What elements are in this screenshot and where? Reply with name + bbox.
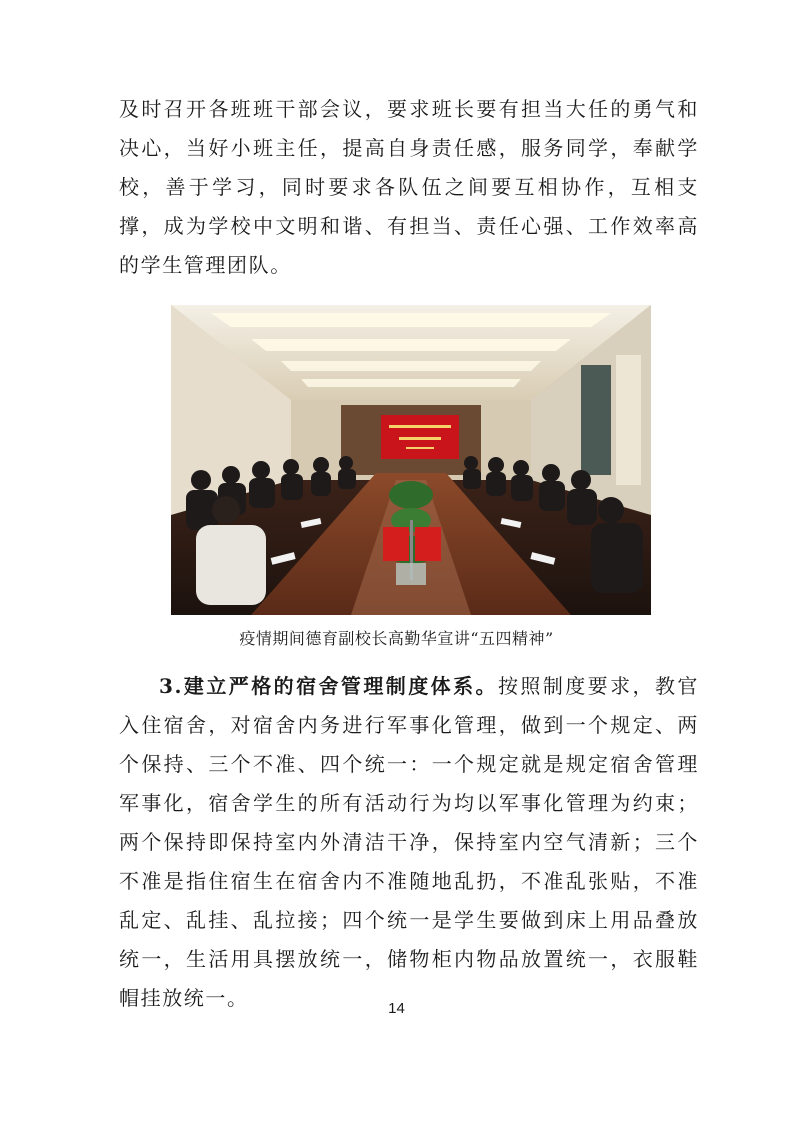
section-heading: 3.建立严格的宿舍管理制度体系。 bbox=[159, 674, 498, 698]
section-body: 按照制度要求，教官入住宿舍，对宿舍内务进行军事化管理，做到一个规定、两个保持、三个不准、四个统一：一个规定就是规定宿舍管理军事化，宿舍学生的所有活动行为均以军事化管理为约束；两个保持即保持室内外清洁干净，保持室内空气清新；三个不准是指住宿生在宿舍内不准随地乱扔，不准乱张贴，不准乱定、乱挂、乱拉接；四个统一是学生要做到床上用品叠放统一，生活用具摆放统一，储物柜内物品放置统一，衣服鞋帽挂放统一。 bbox=[119, 674, 699, 1010]
body-paragraph-2 bbox=[119, 667, 699, 1018]
body-paragraph-1: 及时召开各班班干部会议，要求班长要有担当大任的勇气和决心，当好小班主任，提高自身责任感，服务同学，奉献学校，善于学习，同时要求各队伍之间要互相协作，互相支撑，成为学校中文明和谐、有担当、责任心强、工作效率高的学生管理团队。 bbox=[119, 97, 699, 277]
page-number: 14 bbox=[388, 1000, 405, 1017]
photo-caption: 疫情期间德育副校长高勤华宣讲“五四精神” bbox=[239, 629, 554, 648]
meeting-photo bbox=[171, 305, 651, 615]
